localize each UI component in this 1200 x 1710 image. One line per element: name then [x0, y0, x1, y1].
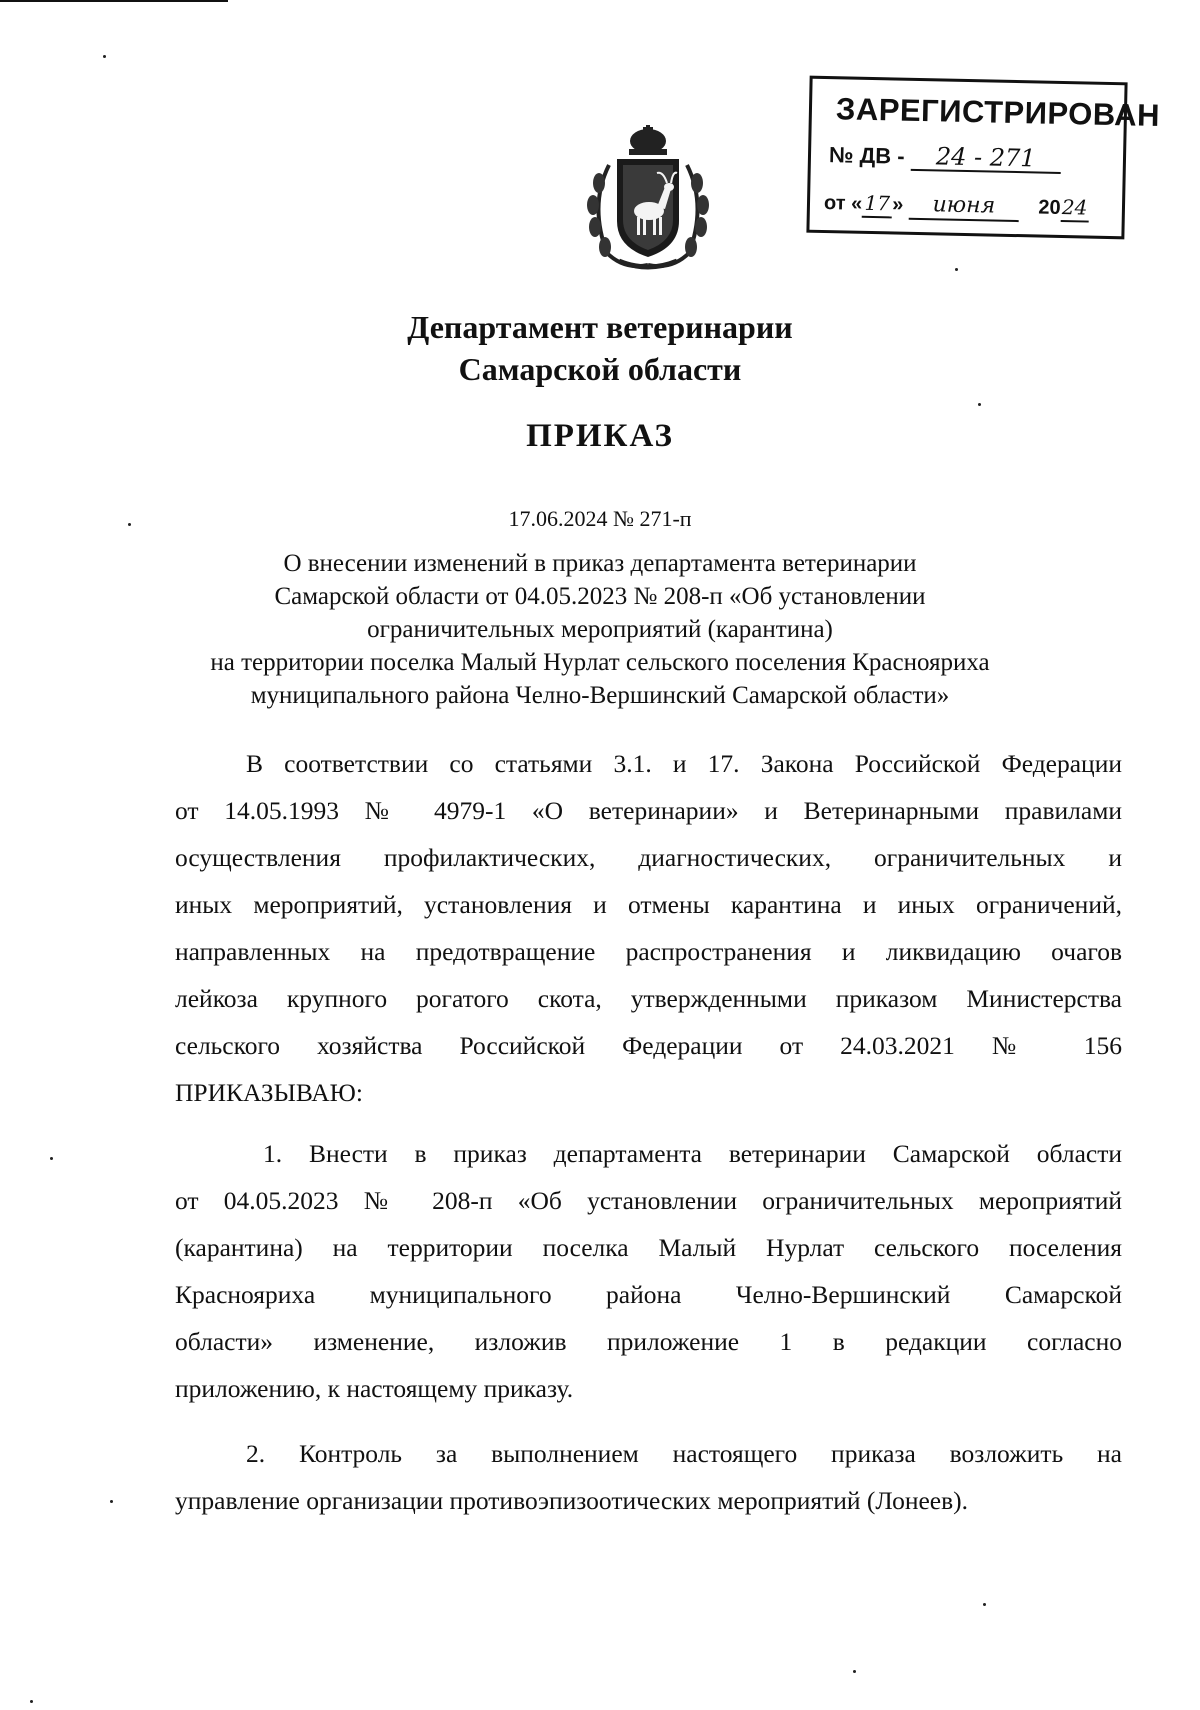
scan-speck — [50, 1157, 53, 1160]
subject-line: Самарской области от 04.05.2023 № 208-п «Об установлении — [274, 583, 926, 610]
paragraph-line: направленных на предотвращение распространения и ликвидацию очагов — [175, 937, 1122, 966]
order-date-number: 17.06.2024 № 271-п — [508, 506, 692, 531]
stamp-date-day: 17 — [862, 190, 893, 219]
paragraph-line: 1. Внести в приказ департамента ветеринарии Самарской области — [263, 1139, 1122, 1168]
stamp-date-suffix: » — [891, 193, 904, 216]
stamp-number-label: № ДВ - — [828, 142, 905, 169]
paragraph-line: иных мероприятий, установления и отмены карантина и иных ограничений, — [175, 890, 1122, 919]
subject-line: муниципального района Челно-Вершинский Самарской области» — [250, 682, 950, 709]
stamp-number-value: 24 - 271 — [910, 143, 1061, 174]
paragraph-line: 2. Контроль за выполнением настоящего приказа возложить на — [246, 1439, 1122, 1468]
stamp-date-month: июня — [909, 192, 1020, 222]
paragraph-line: (карантина) на территории поселка Малый Нурлат сельского поселения — [175, 1233, 1122, 1262]
scan-speck — [955, 268, 958, 271]
paragraph-line: сельского хозяйства Российской Федерации от 24.03.2021 № 156 — [175, 1031, 1122, 1060]
registration-stamp — [806, 76, 1161, 240]
order-title: ПРИКАЗ — [526, 418, 674, 454]
scan-speck — [853, 1670, 856, 1673]
paragraph-line: Краснояриха муниципального района Челно-Вершинский Самарской — [175, 1280, 1122, 1309]
coat-of-arms-emblem — [579, 125, 717, 273]
stamp-year-suffix: 24 — [1060, 194, 1089, 223]
department-name-line2: Самарской области — [458, 351, 742, 387]
scan-speck — [30, 1700, 33, 1703]
stamp-number-row — [829, 141, 1061, 174]
stamp-year-prefix: 20 — [1038, 196, 1061, 219]
paragraph-line: В соответствии со статьями 3.1. и 17. Закона Российской Федерации — [246, 749, 1122, 778]
stamp-date-row — [824, 189, 1089, 224]
scan-speck — [983, 1603, 986, 1606]
paragraph-line: управление организации противоэпизоотических мероприятий (Лонеев). — [175, 1486, 969, 1515]
preamble-paragraph — [175, 740, 1122, 1116]
subject-line: О внесении изменений в приказ департамента ветеринарии — [283, 550, 917, 577]
subject-line: на территории поселка Малый Нурлат сельского поселения Краснояриха — [210, 649, 990, 676]
scan-speck — [110, 1500, 113, 1503]
order-item-2 — [175, 1430, 1122, 1524]
scan-speck — [978, 403, 981, 406]
stamp-title: ЗАРЕГИСТРИРОВАН — [835, 91, 1161, 134]
paragraph-line: ПРИКАЗЫВАЮ: — [175, 1078, 363, 1107]
order-item-1 — [175, 1130, 1122, 1412]
paragraph-line: от 14.05.1993 № 4979-1 «О ветеринарии» и Ветеринарными правилами — [175, 796, 1122, 825]
paragraph-line: осуществления профилактических, диагностических, ограничительных и — [175, 843, 1122, 872]
scan-speck — [103, 55, 106, 58]
department-name-line1: Департамент ветеринарии — [407, 309, 793, 345]
paragraph-line: от 04.05.2023 № 208-п «Об установлении ограничительных мероприятий — [175, 1186, 1122, 1215]
order-subject — [0, 547, 1200, 712]
paragraph-line: приложению, к настоящему приказу. — [175, 1374, 574, 1403]
paragraph-line: области» изменение, изложив приложение 1 в редакции согласно — [175, 1327, 1122, 1356]
paragraph-line: лейкоза крупного рогатого скота, утвержденными приказом Министерства — [175, 984, 1122, 1013]
stamp-date-prefix: от « — [823, 192, 863, 215]
department-header — [0, 306, 1200, 390]
scan-edge-line — [0, 0, 228, 2]
scan-speck — [128, 523, 131, 526]
subject-line: ограничительных мероприятий (карантина) — [367, 616, 833, 643]
